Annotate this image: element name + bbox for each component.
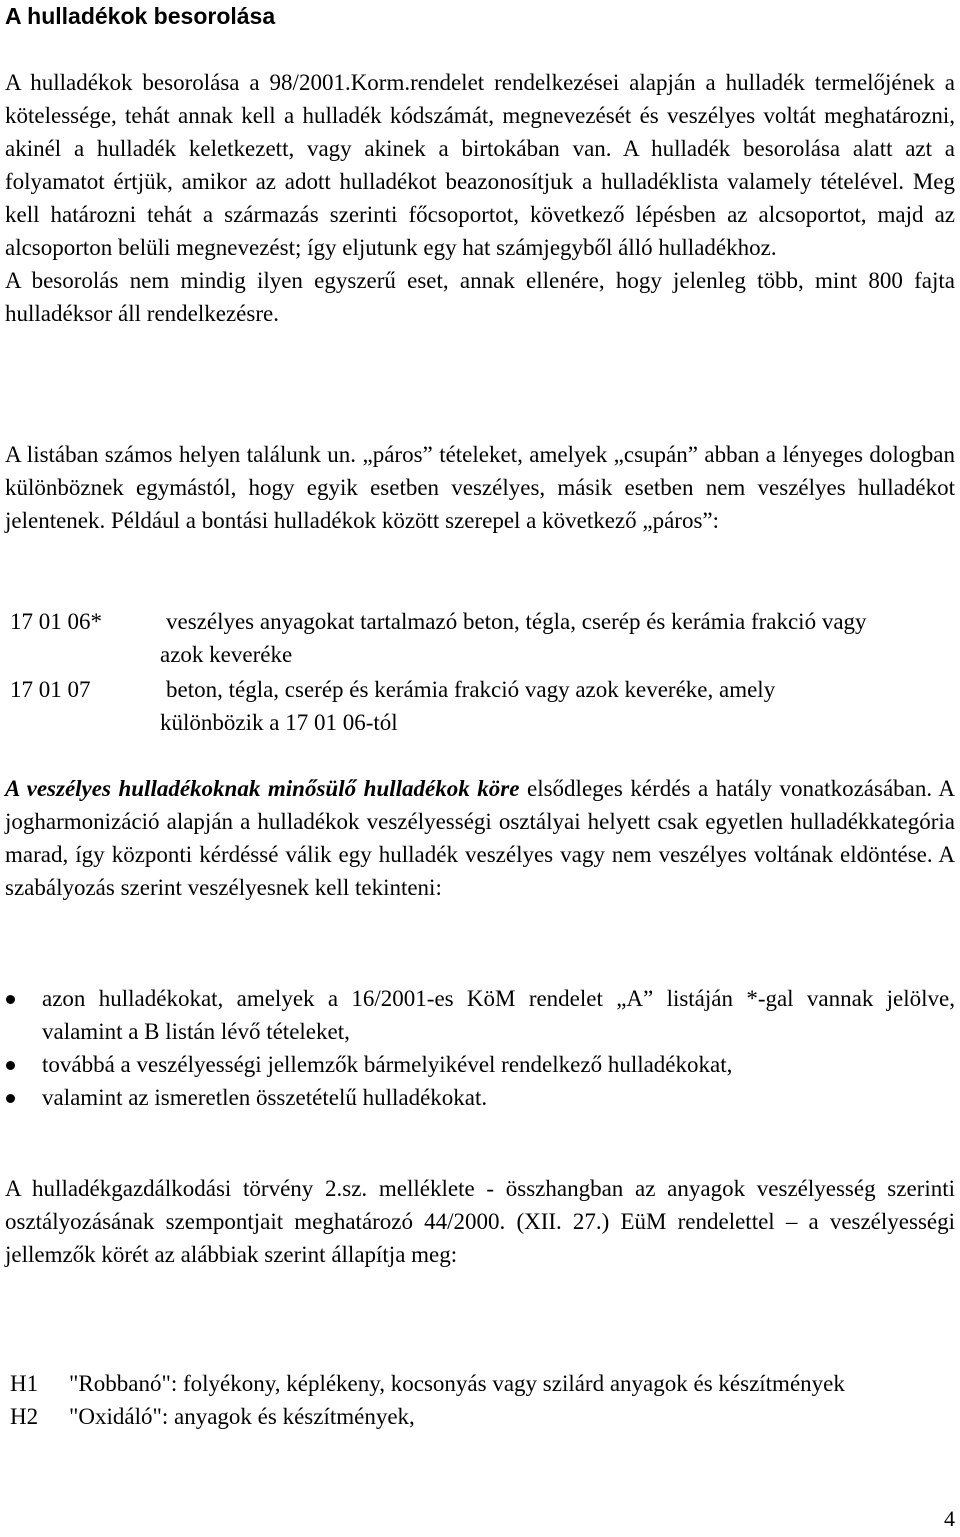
intro-text-continued: A besorolás nem mindig ilyen egyszerű eset, annak ellenére, hogy jelenleg több, mint 800 fajta hulladéksor áll rendelkezésre. <box>5 268 955 326</box>
waste-code-description: beton, tégla, cserép és kerámia frakció vagy azok keveréke, amely különbözik a 17 01 06-tól <box>160 677 776 735</box>
hazardous-scope-paragraph <box>5 772 955 904</box>
list-item-text: továbbá a veszélyességi jellemzők bármelyikével rendelkező hulladékokat, <box>42 1052 733 1077</box>
waste-code-description: veszélyes anyagokat tartalmazó beton, tégla, cserép és kerámia frakció vagy azok keveréke <box>160 609 867 667</box>
page-number: 4 <box>944 1506 955 1531</box>
list-item <box>5 982 955 1048</box>
bullet-icon <box>6 1094 15 1103</box>
waste-code-row <box>5 605 955 673</box>
bullet-icon <box>6 995 15 1004</box>
law-annex-paragraph: A hulladékgazdálkodási törvény 2.sz. melléklete - összhangban az anyagok veszélyesség szerinti osztályozásának szempontjait meghatározó 44/2000. (XII. 27.) EüM rendelettel – a veszélyességi jellemzők körét az alábbiak szerint állapítja meg: <box>5 1176 955 1267</box>
pairs-paragraph: A listában számos helyen találunk un. „páros” tételeket, amelyek „csupán” abban a lényeges dologban különböznek egymástól, hogy egyik esetben veszélyes, másik esetben nem veszélyes hulladékot jelentenek. Például a bontási hulladékok között szerepel a következő „páros”: <box>5 442 955 533</box>
intro-paragraph <box>5 66 955 330</box>
waste-code-id: 17 01 07 <box>10 677 91 702</box>
waste-code-id: 17 01 06* <box>10 609 102 634</box>
intro-text: A hulladékok besorolása a 98/2001.Korm.rendelet rendelkezései alapján a hulladék termelőjének a kötelessége, tehát annak kell a hulladék kódszámát, megnevezését és veszélyes voltát meghatározni, akinél a hulladék keletkezett, vagy akinek a birtokában van. A hulladék besorolása alatt azt a folyamatot értjük, amikor az adott hulladékot beazonosítjuk a hulladéklista valamely tételével. Meg kell határozni tehát a származás szerinti főcsoportot, következő lépésben az alcsoportot, majd az alcsoporton belüli megnevezést; így eljutunk egy hat számjegyből álló hulladékhoz. <box>5 70 955 260</box>
waste-code-list <box>5 605 955 741</box>
bullet-icon <box>6 1061 15 1070</box>
list-item-text: azon hulladékokat, amelyek a 16/2001-es KöM rendelet „A” listáján *-gal vannak jelölve, valamint a B listán lévő tételeket, <box>42 986 955 1044</box>
hazard-property-row <box>5 1367 955 1400</box>
section-heading: A hulladékok besorolása <box>5 3 276 29</box>
list-item-text: valamint az ismeretlen összetételű hulladékokat. <box>42 1085 488 1110</box>
hazard-property-code: H2 <box>10 1404 39 1429</box>
hazardous-criteria-list <box>5 982 955 1114</box>
hazard-property-code: H1 <box>10 1371 39 1396</box>
hazard-property-description: "Robbanó": folyékony, képlékeny, kocsonyás vagy szilárd anyagok és készítmények <box>69 1371 845 1396</box>
scope-text: elsődleges kérdés a hatály vonatkozásában. A jogharmonizáció alapján a hulladékok veszélyességi osztályai helyett csak egyetlen hulladékkategória marad, így központi kérdéssé válik egy hulladék veszélyes vagy nem veszélyes voltának eldöntése. A szabályozás szerint veszélyesnek kell tekinteni: <box>5 776 956 900</box>
waste-code-row <box>5 673 955 741</box>
list-item <box>5 1048 955 1081</box>
hazard-property-description: "Oxidáló": anyagok és készítmények, <box>69 1404 415 1429</box>
list-item <box>5 1081 955 1114</box>
emphasized-phrase: A veszélyes hulladékoknak minősülő hulladékok köre <box>5 776 520 801</box>
hazard-property-row <box>5 1400 955 1433</box>
hazard-property-list <box>5 1367 955 1433</box>
